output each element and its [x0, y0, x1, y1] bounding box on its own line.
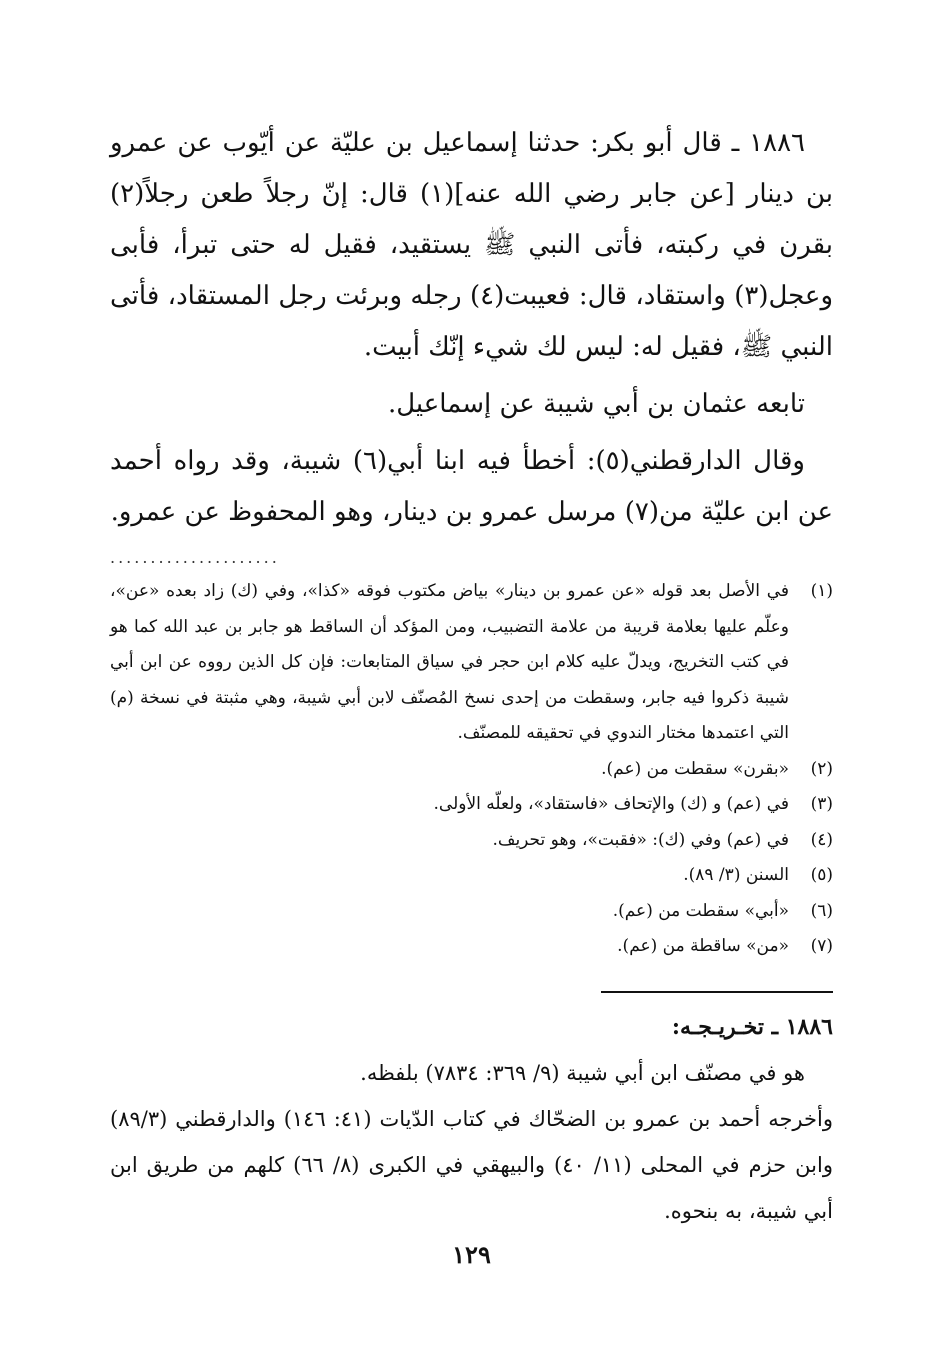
main-text [110, 118, 833, 538]
takhrij-section [110, 1004, 833, 1234]
footnote-6 [110, 894, 833, 930]
footnote-2 [110, 752, 833, 788]
page-number: ١٢٩ [452, 1240, 491, 1269]
dotted-separator: ..................... [110, 548, 280, 567]
footnote-text: في (عم) وفي (ك): «فقبت»، وهو تحريف. [492, 829, 789, 850]
footnote-text: «أبي» سقطت من (عم). [612, 900, 789, 921]
footnote-5 [110, 858, 833, 894]
footnote-text: «بقرن» سقطت من (عم). [601, 758, 789, 779]
footnote-4 [110, 823, 833, 859]
footnote-text: في (عم) و (ك) والإتحاف «فاستقاد»، ولعلّه الأولى. [433, 794, 789, 814]
takhrij-paragraph: هو في مصنّف ابن أبي شيبة (٩/ ٣٦٩: ٧٨٣٤) بلفظه. [360, 1061, 805, 1085]
section-rule [601, 991, 833, 993]
footnote-text: السنن (٣/ ٨٩). [683, 865, 789, 885]
footnote-text: «من» ساقطة من (عم). [617, 936, 789, 956]
footnote-number: (٣) [810, 794, 833, 814]
footnote-number: (٤) [810, 829, 833, 850]
footnote-number: (٧) [810, 936, 833, 956]
footnote-number: (١) [810, 581, 833, 601]
footnote-number: (٦) [810, 900, 833, 921]
daraqutni-paragraph: وقال الدارقطني(٥): أخطأ فيه ابنا أبي(٦) شيبة، وقد رواه أحمد عن ابن عليّة من(٧) مرسل عمرو بن دينار، وهو المحفوظ عن عمرو. [110, 446, 833, 527]
footnote-3 [110, 787, 833, 823]
takhrij-paragraph: وأخرجه أحمد بن عمرو بن الضحّاك في كتاب الدّيات (٤١: ١٤٦) والدارقطني (٨٩/٣) وابن حزم في المحلى (١١/ ٤٠) والبيهقي في الكبرى (٨/ ٦٦) كلهم من طريق ابن أبي شيبة، به بنحوه. [110, 1107, 833, 1223]
footnotes [110, 574, 833, 965]
footnote-text: في الأصل بعد قوله «عن عمرو بن دينار» بياض مكتوب فوقه «كذا»، وفي (ك) زاد بعده «عن»، وعلّم عليها بعلامة قريبة من علامة التضبيب، ومن المؤكد أن الساقط هو جابر بن عبد الله كما هو في كتب التخريج، ويدلّ عليه كلام ابن حجر في سياق المتابعات: فإن كل الذين رووه عن ابن أبي شيبة ذكروا فيه جابر، وسقطت من إحدى نسخ المُصنّف لابن أبي شيبة، وهي مثبتة في نسخة (م) التي اعتمدها مختار الندوي في تحقيقه للمصنّف. [110, 581, 789, 743]
takhrij-heading: ١٨٨٦ ـ تخـريـجـه: [671, 1014, 833, 1040]
mutabaah-paragraph: تابعه عثمان بن أبي شيبة عن إسماعيل. [387, 389, 805, 419]
footnote-number: (٥) [810, 865, 833, 885]
book-page [110, 0, 833, 1369]
footnote-number: (٢) [810, 758, 833, 779]
footnote-1 [110, 574, 833, 752]
hadith-paragraph: ١٨٨٦ ـ قال أبو بكر: حدثنا إسماعيل بن عليّة عن أيّوب عن عمرو بن دينار [عن جابر رضي الله عنه](١) قال: إنّ رجلاً طعن رجلاً(٢) بقرن في ركبته، فأتى النبي ﷺ يستقيد، فقيل له حتى تبرأ، فأبى وعجل(٣) واستقاد، قال: فعيبت(٤) رجله وبرئت رجل المستقاد، فأتى النبي ﷺ، فقيل له: ليس لك شيء إنّك أبيت. [110, 128, 833, 362]
footnote-7 [110, 929, 833, 965]
